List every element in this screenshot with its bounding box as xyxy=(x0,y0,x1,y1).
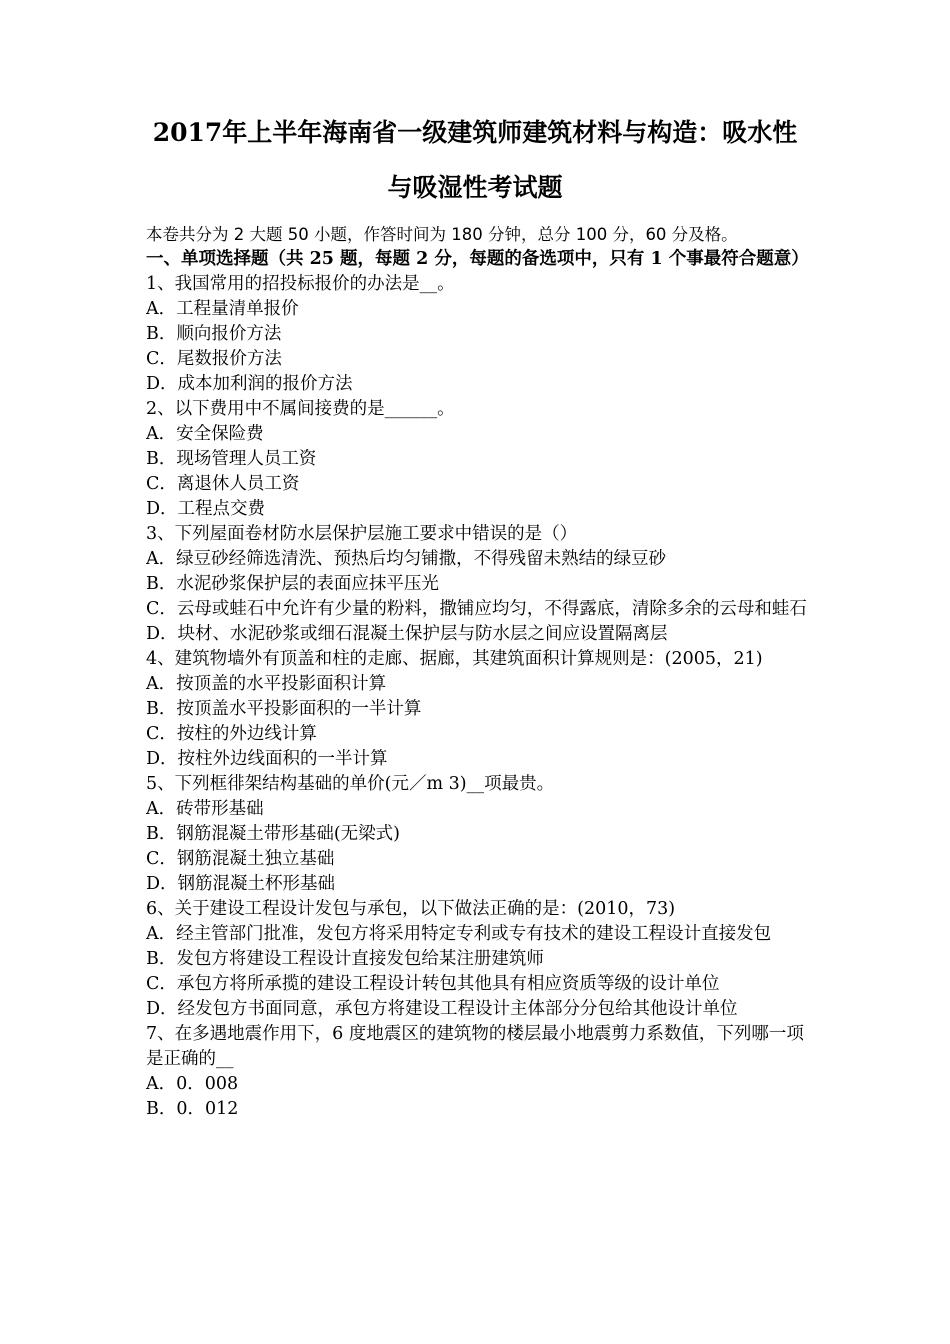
question-option: D．钢筋混凝土杯形基础 xyxy=(146,874,336,894)
question-option: C．云母或蛙石中允许有少量的粉料，撒铺应均匀，不得露底，清除多余的云母和蛙石 xyxy=(146,599,807,619)
question-option: C．尾数报价方法 xyxy=(146,349,282,369)
question-4 xyxy=(146,647,810,772)
question-stem: 2、以下费用中不属间接费的是______。 xyxy=(146,399,455,419)
question-option: D．按柱外边线面积的一半计算 xyxy=(146,749,388,769)
exam-intro: 本卷共分为 2 大题 50 小题，作答时间为 180 分钟，总分 100 分，60 分及格。 xyxy=(146,225,738,244)
question-stem: 6、关于建设工程设计发包与承包，以下做法正确的是：(2010，73) xyxy=(146,899,676,919)
question-stem: 4、建筑物墙外有顶盖和柱的走廊、据廊，其建筑面积计算规则是：(2005，21) xyxy=(146,649,763,669)
question-option: D．工程点交费 xyxy=(146,499,266,519)
question-option: C．钢筋混凝土独立基础 xyxy=(146,849,335,869)
question-stem: 7、在多遇地震作用下，6 度地震区的建筑物的楼层最小地震剪力系数值，下列哪一项是正确的__ xyxy=(146,1024,804,1069)
document-body xyxy=(146,222,810,1122)
question-option: D．经发包方书面同意，承包方将建设工程设计主体部分分包给其他设计单位 xyxy=(146,999,738,1019)
document-title-line-1: 2017年上半年海南省一级建筑师建筑材料与构造：吸水性 xyxy=(152,118,798,147)
question-option: B．水泥砂浆保护层的表面应抹平压光 xyxy=(146,574,439,594)
question-6 xyxy=(146,897,810,1022)
question-stem: 1、我国常用的招投标报价的办法是__。 xyxy=(146,274,455,294)
question-option: B．现场管理人员工资 xyxy=(146,449,317,469)
question-option: D．成本加利润的报价方法 xyxy=(146,374,353,394)
document-title-line-2: 与吸湿性考试题 xyxy=(387,173,563,202)
question-option: B．顺向报价方法 xyxy=(146,324,282,344)
question-option: A．绿豆砂经筛选清洗、预热后均匀铺撒，不得残留未熟结的绿豆砂 xyxy=(146,549,667,569)
question-option: A．工程量清单报价 xyxy=(146,299,299,319)
question-option: A．砖带形基础 xyxy=(146,799,264,819)
question-3 xyxy=(146,522,810,647)
question-option: A．按顶盖的水平投影面积计算 xyxy=(146,674,387,694)
question-stem: 5、下列框徘架结构基础的单价(元／m 3)__项最贵。 xyxy=(146,774,555,794)
question-option: C．承包方将所承揽的建设工程设计转包其他具有相应资质等级的设计单位 xyxy=(146,974,720,994)
question-stem: 3、下列屋面卷材防水层保护层施工要求中错误的是（） xyxy=(146,524,578,544)
question-5 xyxy=(146,772,810,897)
question-1 xyxy=(146,272,810,397)
question-option: B．0．012 xyxy=(146,1099,239,1119)
question-option: C．离退休人员工资 xyxy=(146,474,300,494)
question-option: B．发包方将建设工程设计直接发包给某注册建筑师 xyxy=(146,949,544,969)
section-heading: 一、单项选择题（共 25 题，每题 2 分，每题的备选项中，只有 1 个事最符合题意） xyxy=(146,249,809,269)
question-option: A．安全保险费 xyxy=(146,424,264,444)
question-2 xyxy=(146,397,810,522)
question-option: B．钢筋混凝土带形基础(无梁式) xyxy=(146,824,401,844)
question-option: A．经主管部门批准，发包方将采用特定专利或专有技术的建设工程设计直接发包 xyxy=(146,924,772,944)
question-option: D．块材、水泥砂浆或细石混凝土保护层与防水层之间应设置隔离层 xyxy=(146,624,668,644)
question-option: B．按顶盖水平投影面积的一半计算 xyxy=(146,699,422,719)
question-option: C．按柱的外边线计算 xyxy=(146,724,317,744)
question-7 xyxy=(146,1022,810,1122)
question-option: A．0．008 xyxy=(146,1074,239,1094)
